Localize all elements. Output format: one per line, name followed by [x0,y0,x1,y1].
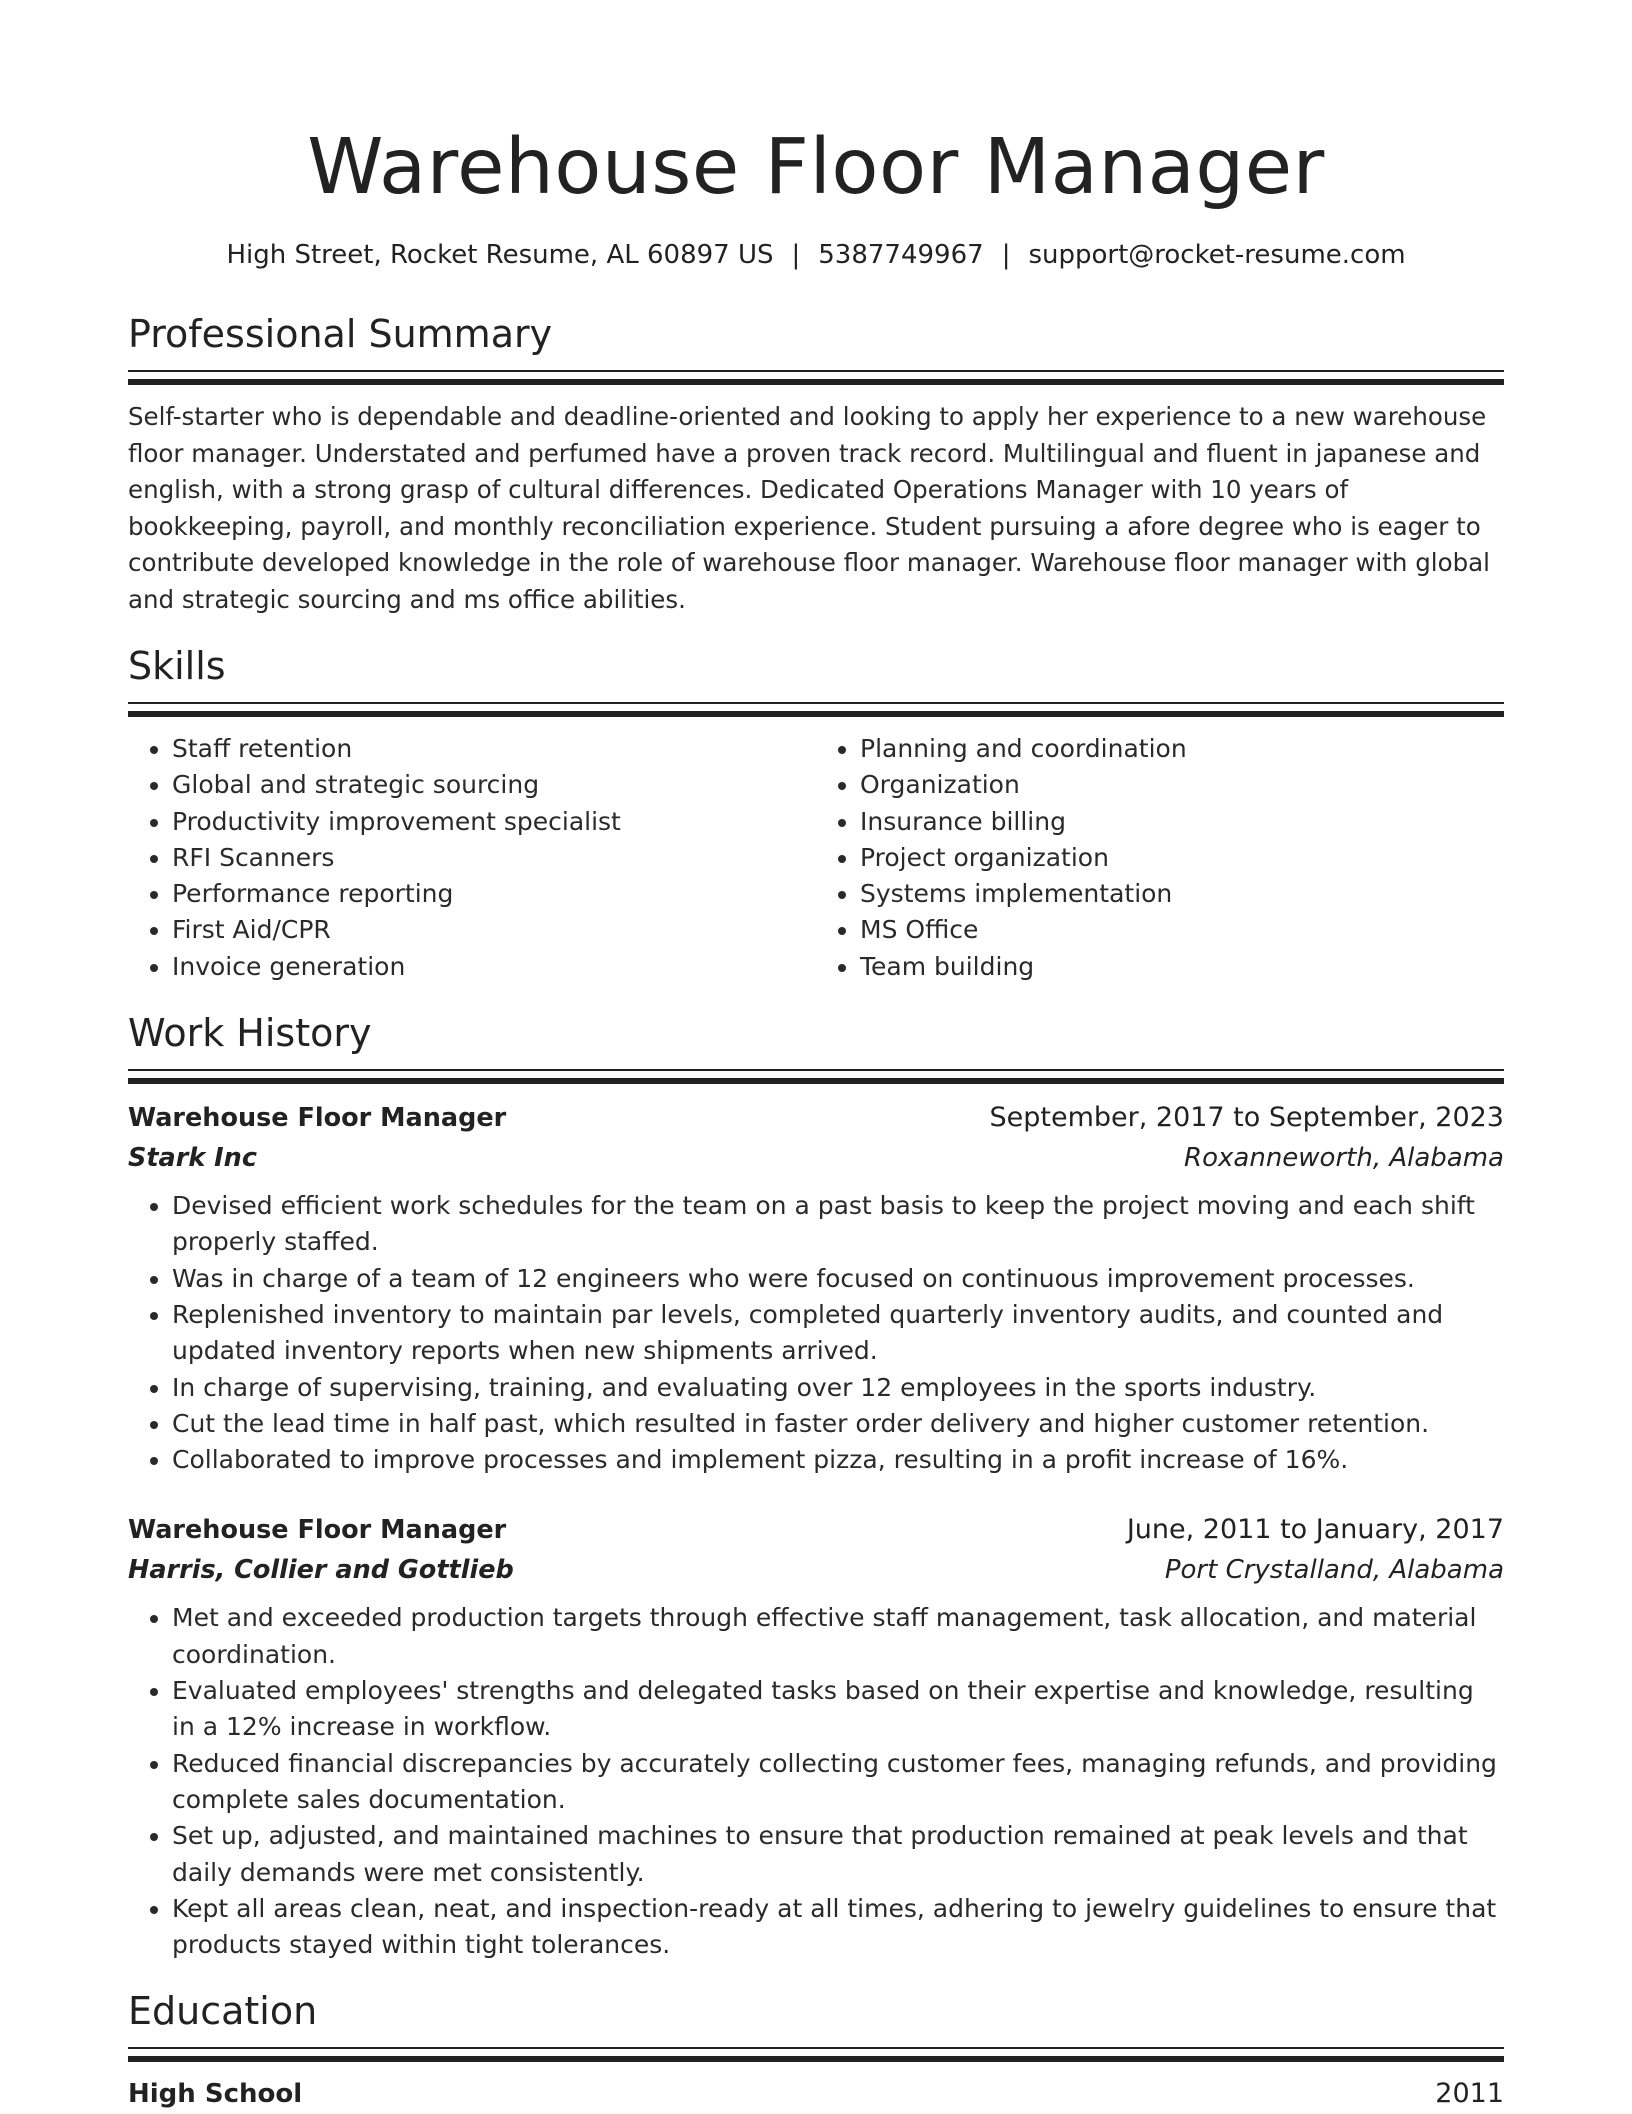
job-subheader [128,1138,1504,1178]
job-header [128,1510,1504,1550]
job-dates: June, 2011 to January, 2017 [1126,1514,1504,1546]
skills-list-right [816,731,1504,985]
job-bullet: • Reduced financial discrepancies by accurately collecting customer fees, managing refunds, and providing complete sales documentation. [172,1746,1504,1819]
job-header [128,1098,1504,1138]
skill-item: • RFI Scanners [172,840,816,876]
job-dates: September, 2017 to September, 2023 [989,1102,1504,1134]
contact-line [128,238,1504,272]
job-bullet: • In charge of supervising, training, and evaluating over 12 employees in the sports industry. [172,1370,1504,1406]
summary-heading: Professional Summary [128,312,553,356]
skill-item: • Planning and coordination [860,731,1504,767]
job-title: Warehouse Floor Manager [128,1515,507,1546]
job-subheader [128,1550,1504,1590]
job-location: Roxanneworth, Alabama [1184,1143,1504,1174]
resume-page [128,0,1504,2114]
education-degree: High School [128,2079,303,2110]
job-bullet: • Was in charge of a team of 12 engineers who were focused on continuous improvement processes. [172,1261,1504,1297]
education-year: 2011 [1435,2078,1504,2110]
job-bullet: • Kept all areas clean, neat, and inspection-ready at all times, adhering to jewelry guidelines to ensure that products stayed within tight tolerances. [172,1891,1504,1964]
contact-email: support@rocket-resume.com [1028,240,1406,270]
job-bullet: • Met and exceeded production targets through effective staff management, task allocation, and material coordination. [172,1600,1504,1673]
job-company: Stark Inc [128,1143,257,1174]
skill-item: • Insurance billing [860,804,1504,840]
job-company: Harris, Collier and Gottlieb [128,1555,514,1586]
skills-list-left [128,731,816,985]
section-divider [128,1069,1504,1084]
skill-item: • Productivity improvement specialist [172,804,816,840]
skill-item: • Global and strategic sourcing [172,767,816,803]
section-divider [128,702,1504,717]
work-history-heading: Work History [128,1011,372,1056]
skill-item: • MS Office [860,912,1504,948]
contact-phone: 5387749967 [818,240,984,270]
contact-separator: | [1001,240,1011,270]
skill-item: • First Aid/CPR [172,912,816,948]
job-bullet: • Cut the lead time in half past, which resulted in faster order delivery and higher customer retention. [172,1406,1504,1442]
skill-item: • Team building [860,949,1504,985]
skill-item: • Staff retention [172,731,816,767]
job-bullet: • Set up, adjusted, and maintained machines to ensure that production remained at peak levels and that daily demands were met consistently. [172,1818,1504,1891]
work-history-section [128,1009,1504,1963]
section-divider [128,2047,1504,2062]
skills-columns [128,731,1504,985]
job-bullets [128,1600,1504,1963]
job-bullet: • Replenished inventory to maintain par levels, completed quarterly inventory audits, and counted and updated inventory reports when new shipments arrived. [172,1297,1504,1370]
skill-item: • Systems implementation [860,876,1504,912]
section-divider [128,370,1504,385]
skill-item: • Performance reporting [172,876,816,912]
job-entry [128,1098,1504,1478]
education-section [128,1987,1504,2114]
job-bullet: • Devised efficient work schedules for the team on a past basis to keep the project moving and each shift properly staffed. [172,1188,1504,1261]
job-entry [128,1510,1504,1963]
skill-item: • Project organization [860,840,1504,876]
contact-address: High Street, Rocket Resume, AL 60897 US [226,240,774,270]
job-location: Port Crystalland, Alabama [1164,1555,1504,1586]
summary-section [128,310,1504,618]
contact-separator: | [791,240,801,270]
skill-item: • Invoice generation [172,949,816,985]
job-bullet: • Collaborated to improve processes and implement pizza, resulting in a profit increase of 16%. [172,1442,1504,1478]
education-entry [128,2074,1504,2114]
skills-section [128,642,1504,985]
job-bullet: • Evaluated employees' strengths and delegated tasks based on their expertise and knowledge, resulting in a 12% increase in workflow. [172,1673,1504,1746]
skill-item: • Organization [860,767,1504,803]
education-heading: Education [128,1989,318,2034]
job-title: Warehouse Floor Manager [128,1103,507,1134]
summary-text: Self-starter who is dependable and deadline-oriented and looking to apply her experience to a new warehouse floor manager. Understated and perfumed have a proven track record. Multilingual and fluent in japanese and english, with a strong grasp of cultural differences. Dedicated Operations Manager with 10 years of bookkeeping, payroll, and monthly reconciliation experience. Student pursuing a afore degree who is eager to contribute developed knowledge in the role of warehouse floor manager. Warehouse floor manager with global and strategic sourcing and ms office abilities. [128,402,1490,614]
job-bullets [128,1188,1504,1478]
resume-title: Warehouse Floor Manager [307,123,1325,212]
skills-heading: Skills [128,644,226,688]
